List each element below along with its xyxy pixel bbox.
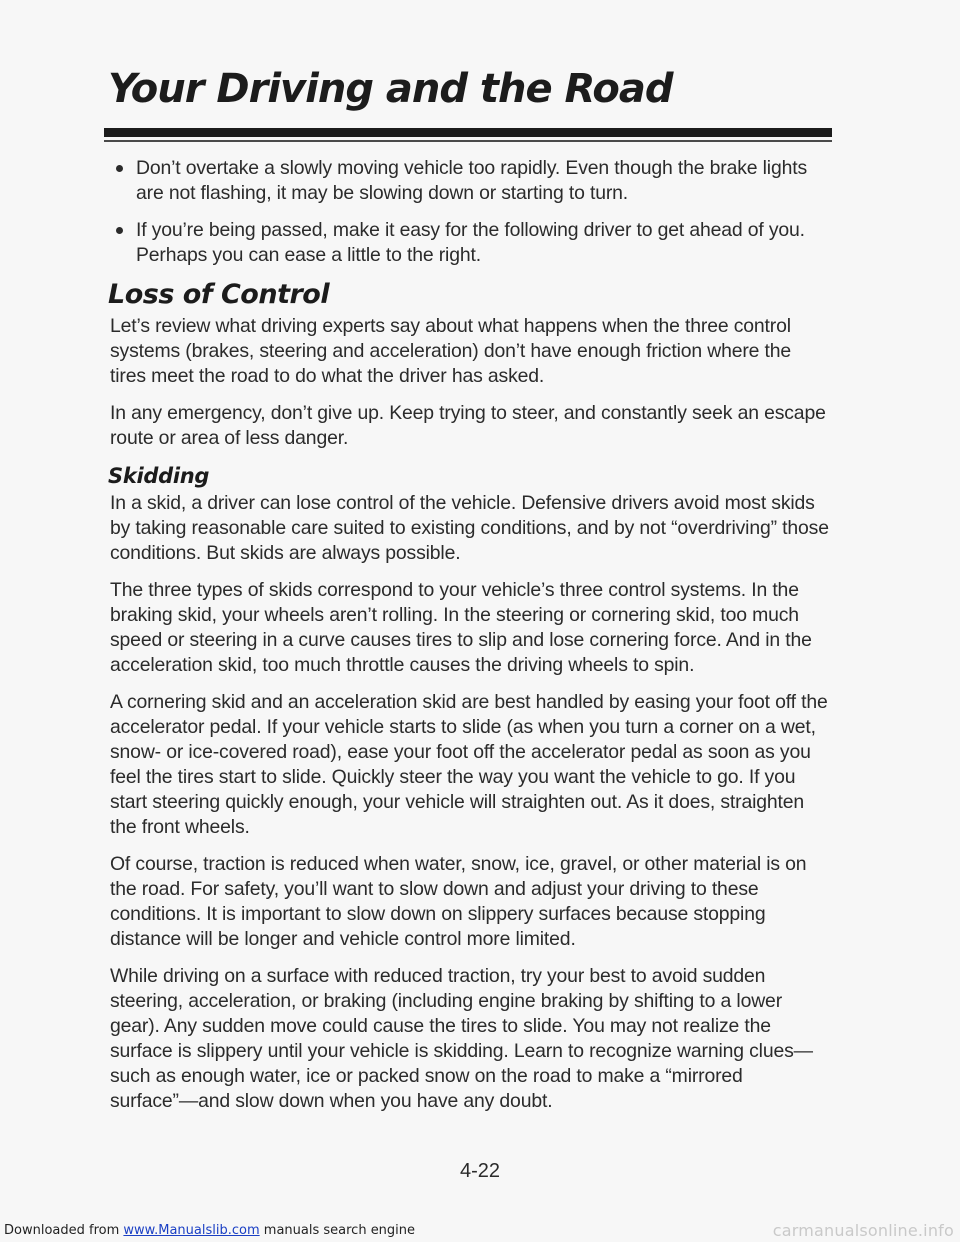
paragraph: In any emergency, don’t give up. Keep trying to steer, and constantly seek an escape route or area of less danger. — [110, 402, 826, 449]
bullet-icon — [116, 165, 123, 172]
list-item — [110, 218, 830, 268]
bullet-list — [110, 156, 830, 268]
paragraph: Let’s review what driving experts say about what happens when the three control systems (brakes, steering and acceleration) don’t have enough friction where the tires meet the road to do what the driver has asked. — [110, 315, 792, 387]
manualslib-link[interactable]: www.Manualslib.com — [123, 1223, 260, 1238]
page-number: 4-22 — [459, 1160, 501, 1182]
paragraph: Of course, traction is reduced when water, snow, ice, gravel, or other material is on the road. For safety, you’ll want to slow down and adjust your driving to these conditions. It is important to slow down on slippery surfaces because stopping distance will be longer and vehicle control more limited. — [110, 853, 807, 950]
page-title: Your Driving and the Road — [108, 66, 673, 112]
header-rule — [104, 128, 832, 137]
paragraph: A cornering skid and an acceleration skid are best handled by easing your foot off the accelerator pedal. If your vehicle starts to slide (as when you turn a corner on a wet, snow- or ice-covered road), ease your foot off the accelerator pedal as soon as you feel the tires start to slide. Quickly steer the way you want the vehicle to go. If you start steering quickly enough, your vehicle will straighten out. As it does, straighten the front wheels. — [110, 691, 828, 838]
bullet-icon — [116, 227, 123, 234]
section-heading-loss-of-control: Loss of Control — [108, 279, 330, 310]
list-item — [110, 156, 830, 206]
header-rule-thin — [104, 140, 832, 142]
paragraph: While driving on a surface with reduced traction, try your best to avoid sudden steering, acceleration, or braking (including engine braking by shifting to a lower gear). Any sudden move could cause the tires to slide. You may not realize the surface is slippery until your vehicle is skidding. Learn to recognize warning clues—such as enough water, ice or packed snow on the road to make a “mirrored surface”—and slow down when you have any doubt. — [110, 965, 813, 1112]
footer-suffix: manuals search engine — [263, 1223, 416, 1238]
paragraph: The three types of skids correspond to your vehicle’s three control systems. In the braking skid, your wheels aren’t rolling. In the steering or cornering skid, too much speed or steering in a curve causes tires to slip and lose cornering force. And in the acceleration skid, too much throttle causes the driving wheels to spin. — [110, 579, 812, 676]
bullet-text: If you’re being passed, make it easy for the following driver to get ahead of you. Perhaps you can ease a little to the right. — [136, 219, 805, 266]
paragraph: In a skid, a driver can lose control of the vehicle. Defensive drivers avoid most skids by taking reasonable care suited to existing conditions, and by not “overdriving” those conditions. But skids are always possible. — [110, 492, 829, 564]
footer-prefix: Downloaded from — [4, 1223, 120, 1238]
watermark-text: carmanualsonline.info — [772, 1221, 954, 1240]
download-footer — [4, 1223, 415, 1238]
page-content — [110, 156, 830, 1126]
subsection-heading-skidding: Skidding — [108, 464, 210, 488]
bullet-text: Don’t overtake a slowly moving vehicle too rapidly. Even though the brake lights are not flashing, it may be slowing down or starting to turn. — [136, 157, 807, 204]
